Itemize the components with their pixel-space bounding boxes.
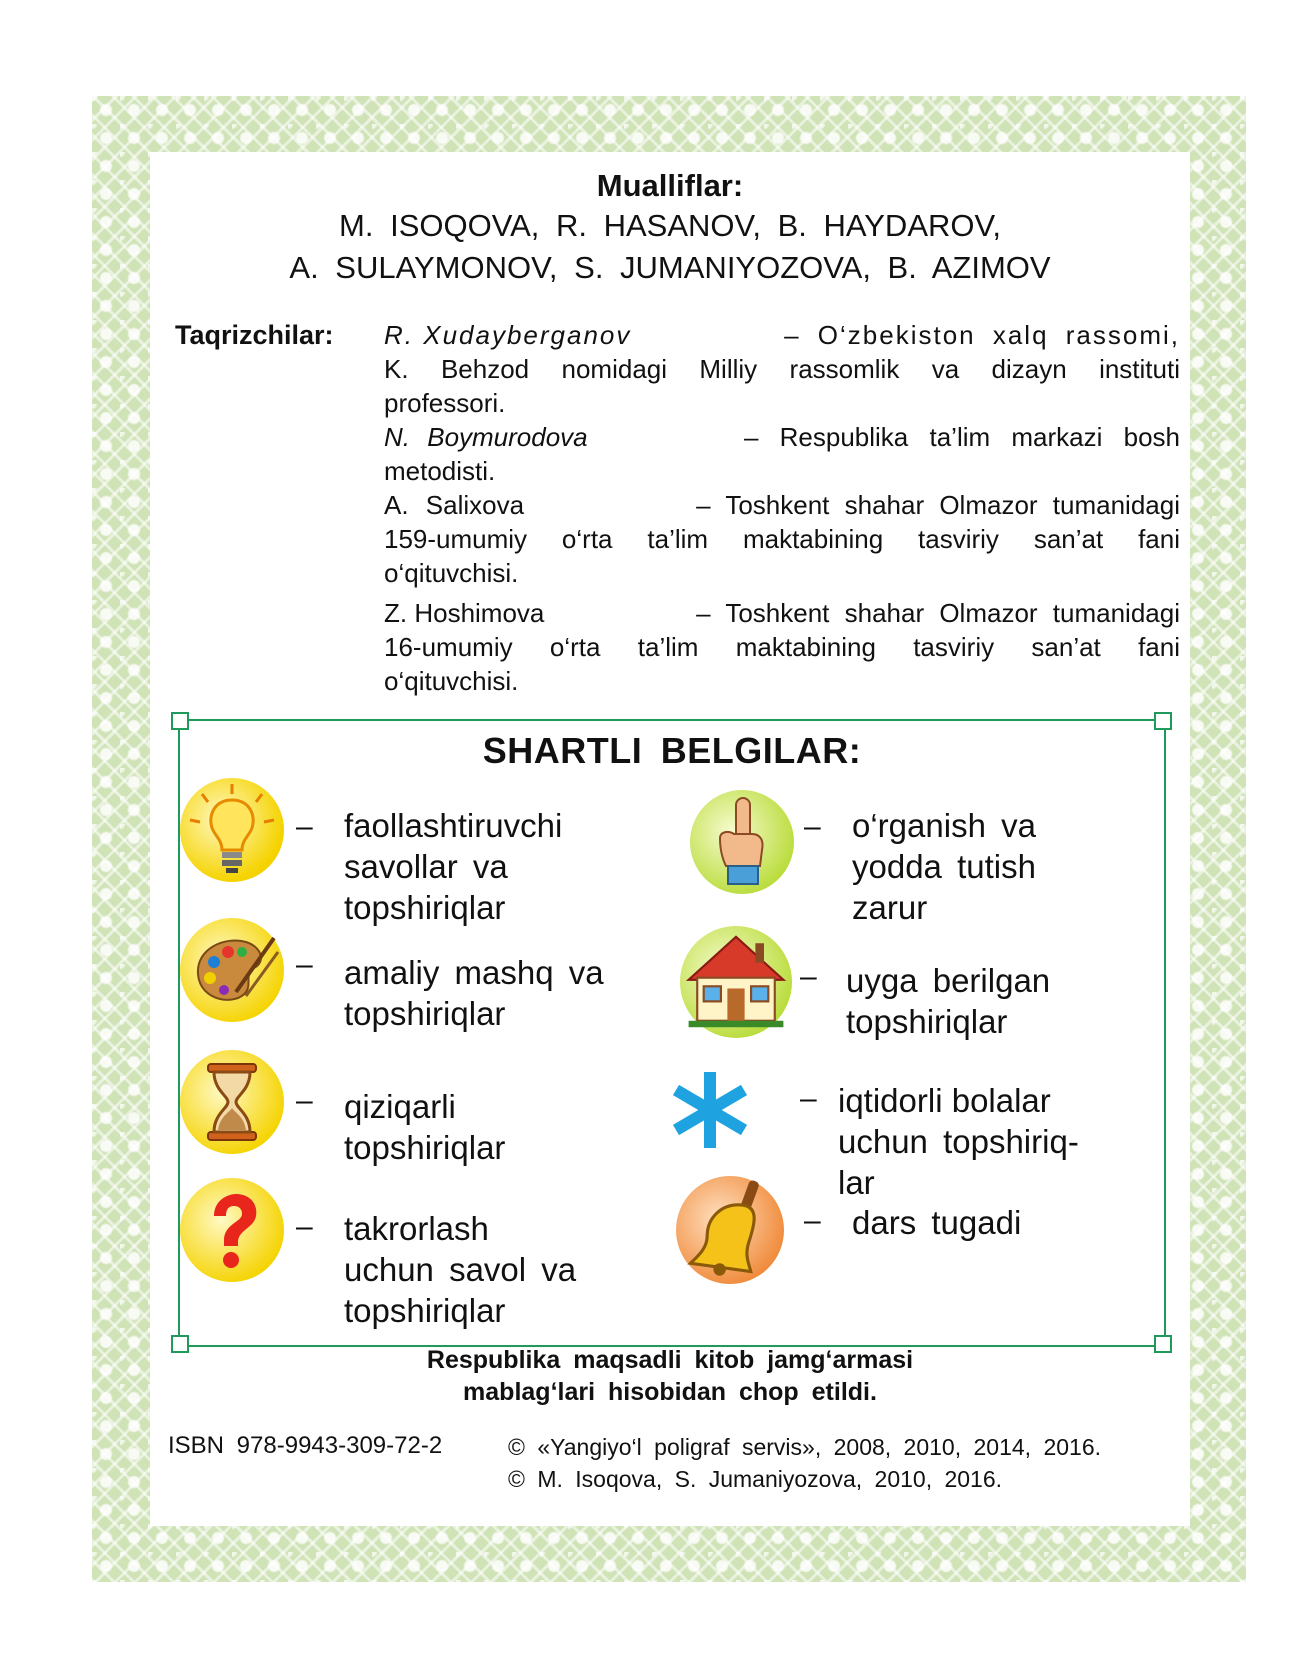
hourglass-icon xyxy=(180,1050,284,1154)
publication-note-line1: Respublika maqsadli kitob jamg‘armasi xyxy=(426,1346,914,1374)
legend-item-line: iqtidorli bolalar xyxy=(838,1082,1051,1119)
palette-icon xyxy=(180,918,284,1022)
reviewer-4 xyxy=(384,596,1180,698)
legend-item-line: takrorlash xyxy=(344,1210,489,1247)
bell-icon xyxy=(676,1176,784,1284)
legend-item-homework xyxy=(846,960,1050,1042)
reviewer-1-name: R. Xudayberganov xyxy=(384,320,632,350)
reviewer-3-line3: o‘qituvchisi. xyxy=(384,558,519,588)
reviewer-3-line2: 159-umumiy o‘rta ta’lim maktabining tasviriy san’at fani xyxy=(384,524,1180,554)
legend-item-line: yodda tutish xyxy=(852,848,1036,885)
reviewer-2 xyxy=(384,420,1180,488)
legend-dash: – xyxy=(296,948,313,981)
reviewer-3-line1: – Toshkent shahar Olmazor tumanidagi xyxy=(696,490,1180,520)
reviewers-label: Taqrizchilar: xyxy=(175,320,334,350)
reviewer-4-name: Z. Hoshimova xyxy=(384,598,545,628)
legend-dash: – xyxy=(804,810,821,843)
legend-item-line: dars tugadi xyxy=(852,1204,1022,1241)
legend-item-interesting xyxy=(344,1086,505,1168)
legend-item-line: o‘rganish va xyxy=(852,807,1036,844)
legend-dash: – xyxy=(296,1084,313,1117)
reviewer-4-line2: 16-umumiy o‘rta ta’lim maktabining tasviriy san’at fani xyxy=(384,632,1180,662)
asterisk-icon xyxy=(668,1068,752,1152)
legend-item-line: qiziqarli xyxy=(344,1088,456,1125)
legend-item-lesson-end xyxy=(852,1202,1021,1243)
reviewer-2-line1: – Respublika ta’lim markazi bosh xyxy=(743,422,1180,452)
question-mark-icon xyxy=(180,1178,284,1282)
legend-item-activating xyxy=(344,805,562,928)
legend-item-learn xyxy=(852,805,1036,928)
legend-item-gifted xyxy=(838,1080,1079,1203)
reviewer-1-line2: K. Behzod nomidagi Milliy rassomlik va dizayn instituti xyxy=(384,354,1180,384)
legend-item-line: topshiriqlar xyxy=(344,1129,506,1166)
reviewer-1-line1: – O‘zbekiston xalq rassomi, xyxy=(784,320,1180,350)
reviewer-2-line2: metodisti. xyxy=(384,456,496,486)
reviewer-3-name: A. Salixova xyxy=(384,490,525,520)
legend-item-line: savollar va xyxy=(344,848,508,885)
legend-item-practical xyxy=(344,952,604,1034)
legend-item-line: topshiriqlar xyxy=(344,995,506,1032)
reviewer-4-line3: o‘qituvchisi. xyxy=(384,666,519,696)
isbn: ISBN 978-9943-309-72-2 xyxy=(168,1432,443,1459)
authors-line-2: A. SULAYMONOV, S. JUMANIYOZOVA, B. AZIMOV xyxy=(289,250,1051,285)
house-icon xyxy=(680,926,792,1038)
corner-ornament xyxy=(1154,712,1172,730)
legend-dash: – xyxy=(296,810,313,843)
legend-item-line: topshiriqlar xyxy=(344,889,506,926)
reviewer-1 xyxy=(384,318,1180,420)
authors-heading: Mualliflar: xyxy=(596,168,744,203)
reviewer-1-line3: professori. xyxy=(384,388,506,418)
legend-item-review xyxy=(344,1208,576,1331)
legend-item-line: uchun savol va xyxy=(344,1251,577,1288)
legend-item-line: uyga berilgan xyxy=(846,962,1051,999)
legend-dash: – xyxy=(800,960,817,993)
legend-dash: – xyxy=(800,1082,817,1115)
legend-dash: – xyxy=(296,1210,313,1243)
legend-item-line: topshiriqlar xyxy=(846,1003,1008,1040)
reviewer-2-name: N. Boymurodova xyxy=(384,422,588,452)
legend-dash: – xyxy=(804,1204,821,1237)
reviewer-4-line1: – Toshkent shahar Olmazor tumanidagi xyxy=(696,598,1180,628)
pointing-finger-icon xyxy=(690,790,794,894)
copyright-authors: © M. Isoqova, S. Jumaniyozova, 2010, 2016. xyxy=(508,1466,1003,1492)
lightbulb-icon xyxy=(180,778,284,882)
corner-ornament xyxy=(171,712,189,730)
legend-item-line: uchun topshiriq- xyxy=(838,1123,1079,1160)
legend-title: SHARTLI BELGILAR: xyxy=(482,730,862,771)
legend-item-line: topshiriqlar xyxy=(344,1292,506,1329)
legend-item-line: lar xyxy=(838,1164,875,1201)
reviewer-3 xyxy=(384,488,1180,590)
copyright-publisher: © «Yangiyo‘l poligraf servis», 2008, 2010, 2014, 2016. xyxy=(508,1434,1102,1460)
legend-item-line: faollashtiruvchi xyxy=(344,807,563,844)
authors-line-1: M. ISOQOVA, R. HASANOV, B. HAYDAROV, xyxy=(339,208,1001,243)
legend-item-line: amaliy mashq va xyxy=(344,954,604,991)
legend-item-line: zarur xyxy=(852,889,928,926)
publication-note-line2: mablag‘lari hisobidan chop etildi. xyxy=(463,1378,877,1406)
